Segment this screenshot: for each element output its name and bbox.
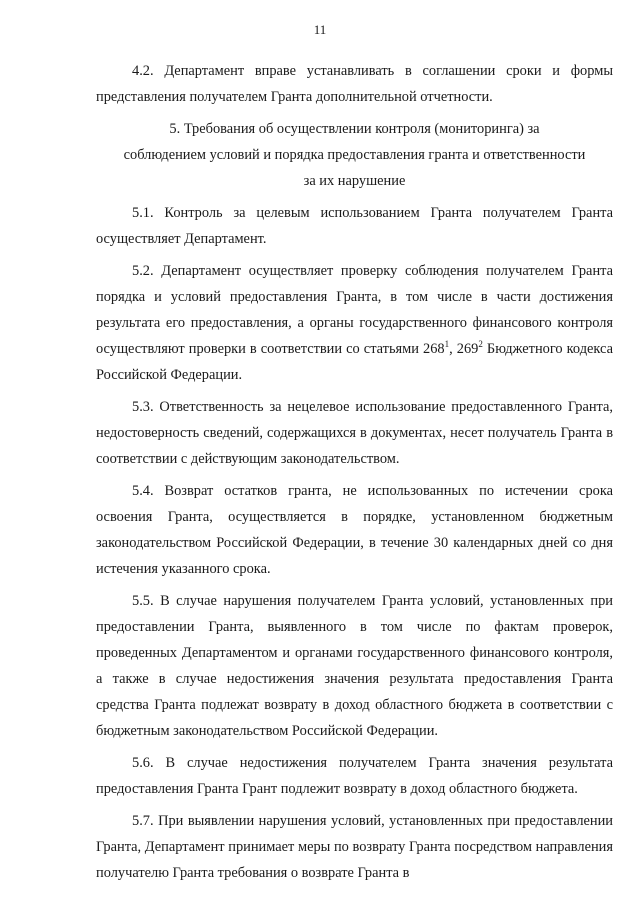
superscript-1: 1 (444, 339, 450, 350)
paragraph-5-7: 5.7. При выявлении нарушения условий, установленных при предоставлении Гранта, Департамент принимает меры по возврату Гранта посредством направления получателю Гранта требования о возврате Гранта в (96, 813, 613, 881)
section-5-heading (96, 116, 613, 194)
section-5-heading-line-3: за их нарушение (303, 173, 406, 189)
paragraph-5-6: 5.6. В случае недостижения получателем Гранта значения результата предоставления Гранта Грант подлежит возврату в доход областного бюджета. (96, 755, 613, 797)
paragraph-5-2-text-after: Бюджетного кодекса Российской Федерации. (96, 341, 613, 383)
paragraph-4-2: 4.2. Департамент вправе устанавливать в соглашении сроки и формы представления получателем Гранта дополнительной отчетности. (96, 63, 613, 105)
paragraph-5-2 (96, 258, 613, 388)
paragraph-5-4: 5.4. Возврат остатков гранта, не использованных по истечении срока освоения Гранта, осуществляется в порядке, установленном бюджетным законодательством Российской Федерации, в течение 30 календарных дней со дня истечения указанного срока. (96, 483, 613, 577)
paragraph-5-2-text: 5.2. Департамент осуществляет проверку соблюдения получателем Гранта порядка и условий предоставления Гранта, в том числе в части достижения результата его предоставления, а органы государственного финансового контроля осуществляют проверки в соответствии со статьями 268 (96, 263, 613, 357)
paragraph-5-2-text-between: , 269 (449, 341, 479, 357)
paragraph-5-3: 5.3. Ответственность за нецелевое использование предоставленного Гранта, недостоверность сведений, содержащихся в документах, несет получатель Гранта в соответствии с действующим законодательством. (96, 399, 613, 467)
paragraph-5-1: 5.1. Контроль за целевым использованием Гранта получателем Гранта осуществляет Департамент. (96, 205, 613, 247)
superscript-2: 2 (478, 339, 483, 350)
section-5-heading-line-2: соблюдением условий и порядка предоставления гранта и ответственности (123, 147, 586, 163)
paragraph-5-5: 5.5. В случае нарушения получателем Гранта условий, установленных при предоставлении Гранта, выявленного в том числе по фактам проверок, проведенных Департаментом и органами государственного финансового контроля, а также в случае недостижения значения результата предоставления Гранта средства Гранта подлежат возврату в доход областного бюджета в соответствии с бюджетным законодательством Российской Федерации. (96, 593, 613, 739)
section-5-heading-line-1: 5. Требования об осуществлении контроля (мониторинга) за (169, 121, 540, 137)
page-number: 11 (313, 22, 327, 37)
document-body (96, 58, 613, 892)
